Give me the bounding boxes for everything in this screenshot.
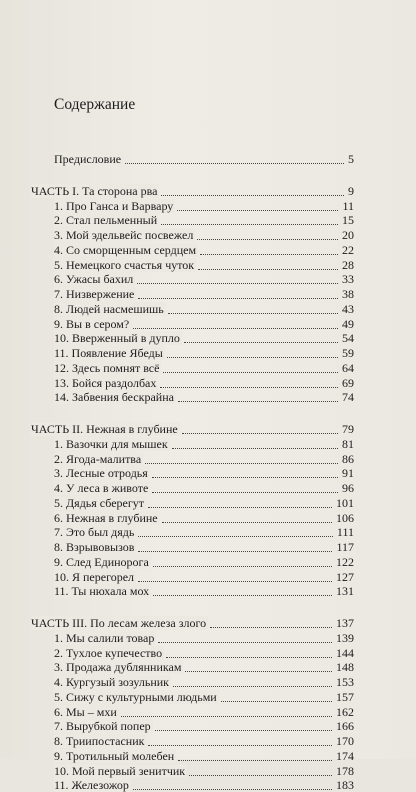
toc-leader-dots xyxy=(166,643,332,658)
toc-chapter-row xyxy=(0,152,416,166)
toc-leader-dots xyxy=(133,314,338,329)
toc-page-number: 15 xyxy=(342,213,354,228)
toc-page-number: 139 xyxy=(336,630,354,645)
toc-leader-dots xyxy=(133,775,332,790)
toc-leader-dots xyxy=(163,358,338,373)
toc-entry-label: 8. Триипостасник xyxy=(54,734,145,748)
toc-page-number: 137 xyxy=(336,616,354,630)
toc-entry-label: 6. Ужасы бахил xyxy=(54,272,134,287)
toc-entry-label: 3. Лесные отродья xyxy=(54,466,148,481)
toc-page-number: 144 xyxy=(336,645,354,660)
toc-chapter-row xyxy=(0,584,416,598)
toc-entry-label: 3. Мой эдельвейс посвежел xyxy=(54,228,194,242)
toc-entry-label: 9. След Единорога xyxy=(54,554,149,569)
toc-title: Содержание xyxy=(54,96,136,113)
toc-leader-dots xyxy=(161,181,344,196)
toc-entry-label: 4. Со сморщенным сердцем xyxy=(54,242,197,257)
toc-leader-dots xyxy=(145,449,338,464)
toc-leader-dots xyxy=(182,419,338,434)
toc-entry-label: 14. Забвения бескрайна xyxy=(54,390,174,405)
toc-entry-label: 13. Бойся раздолбах xyxy=(54,375,157,390)
toc-page-number: 117 xyxy=(336,540,354,554)
toc-leader-dots xyxy=(155,716,332,731)
toc-leader-dots xyxy=(148,493,332,508)
toc-leader-dots xyxy=(173,672,332,687)
toc-leader-dots xyxy=(152,478,338,493)
toc-entry-label: 7. Вырубкой попер xyxy=(54,719,151,734)
toc-entry-label: 7. Это был дядь xyxy=(54,525,135,540)
toc-leader-dots xyxy=(177,196,338,211)
toc-chapter-row xyxy=(0,675,416,689)
toc-entry-label: 7. Низвержение xyxy=(54,287,135,301)
toc-page-number: 111 xyxy=(336,525,354,540)
toc-page-number: 148 xyxy=(336,660,354,675)
toc-page-number: 122 xyxy=(336,554,354,569)
toc-entry-label: 4. Кургузый зозульник xyxy=(54,675,170,689)
toc-entry-label: 11. Ты нюхала мох xyxy=(54,584,150,599)
toc-page-number: 131 xyxy=(336,584,354,599)
toc-page-number: 157 xyxy=(336,689,354,704)
toc-leader-dots xyxy=(125,149,344,164)
toc-leader-dots xyxy=(200,240,338,255)
toc-entry-label: 5. Немецкого счастья чуток xyxy=(54,257,195,272)
toc-page-number: 183 xyxy=(336,778,354,792)
toc-page-number: 28 xyxy=(342,257,354,272)
toc-leader-dots xyxy=(138,522,333,537)
toc-entry-label: 2. Ягода-малитва xyxy=(54,451,142,466)
toc-leader-dots xyxy=(198,255,338,270)
toc-entry-label: Предисловие xyxy=(54,152,122,166)
toc-leader-dots xyxy=(153,552,332,567)
toc-page-number: 74 xyxy=(342,390,354,405)
toc-page-number: 166 xyxy=(336,719,354,734)
toc-page-number: 11 xyxy=(342,198,354,213)
toc-page-number: 178 xyxy=(336,763,354,778)
toc-entry-label: 8. Людей насмешишь xyxy=(54,301,164,316)
toc-leader-dots xyxy=(138,567,332,582)
toc-entry-label: ЧАСТЬ II. Нежная в глубине xyxy=(31,422,178,436)
toc-entry-label: 11. Появление Ябеды xyxy=(54,346,163,360)
toc-page-number: 79 xyxy=(342,422,354,436)
toc-leader-dots xyxy=(168,299,338,314)
toc-leader-dots xyxy=(138,284,338,299)
toc-leader-dots xyxy=(221,687,332,702)
toc-entry-label: 12. Здесь помнят всё xyxy=(54,360,160,375)
toc-leader-dots xyxy=(178,387,338,402)
toc-page-number: 86 xyxy=(342,451,354,466)
toc-entry-label: ЧАСТЬ I. Та сторона рва xyxy=(31,183,158,198)
toc-entry-label: 1. Про Ганса и Варвару xyxy=(54,198,174,213)
toc-page-number: 162 xyxy=(336,704,354,719)
toc-page-number: 127 xyxy=(336,569,354,584)
page-folio-bleed xyxy=(22,728,25,744)
toc-page-number: 81 xyxy=(342,436,354,451)
toc-entry-label: 1. Мы салили товар xyxy=(54,630,155,645)
toc-leader-dots xyxy=(197,225,338,240)
toc-page-number: 9 xyxy=(348,183,354,198)
toc-leader-dots xyxy=(162,508,332,523)
toc-page-number: 33 xyxy=(342,272,354,287)
toc-page-number: 106 xyxy=(336,510,354,525)
toc-page-number: 91 xyxy=(342,466,354,481)
toc-page-number: 20 xyxy=(342,228,354,242)
toc-leader-dots xyxy=(161,210,338,225)
toc-leader-dots xyxy=(148,731,332,746)
toc-entry-label: ЧАСТЬ III. По лесам железа злого xyxy=(31,616,207,630)
toc-page-number: 170 xyxy=(336,734,354,748)
toc-page-number: 43 xyxy=(342,301,354,316)
toc-entry-label: 2. Тухлое купечество xyxy=(54,645,163,660)
toc-entry-label: 6. Нежная в глубине xyxy=(54,510,158,525)
toc-entry-label: 1. Вазочки для мышек xyxy=(54,436,168,451)
toc-entry-label: 3. Продажа дублянникам xyxy=(54,660,182,675)
toc-leader-dots xyxy=(152,463,338,478)
toc-leader-dots xyxy=(160,373,338,388)
toc-entry-label: 10. Мой первый зенитчик xyxy=(54,763,186,778)
toc-entry-label: 5. Сижу с культурными людьми xyxy=(54,689,217,704)
toc-leader-dots xyxy=(138,537,332,552)
toc-entry-label: 9. Вы в сером? xyxy=(54,316,130,331)
toc-leader-dots xyxy=(121,702,332,717)
toc-entry-label: 2. Стал пельменный xyxy=(54,213,158,228)
toc-page-number: 54 xyxy=(342,331,354,346)
running-head-bleed xyxy=(0,60,416,71)
toc-page-number: 22 xyxy=(342,242,354,257)
toc-leader-dots xyxy=(137,269,338,284)
toc-page-number: 64 xyxy=(342,360,354,375)
toc-entry-label: 4. У леса в животе xyxy=(54,481,149,495)
toc-leader-dots xyxy=(189,761,332,776)
toc-leader-dots xyxy=(167,343,338,358)
toc-entry-label: 10. Вверженный в дупло xyxy=(54,331,180,346)
toc-chapter-row xyxy=(0,778,416,792)
toc-leader-dots xyxy=(185,657,332,672)
toc-entry-label: 5. Дядья сберегут xyxy=(54,495,145,510)
toc-leader-dots xyxy=(210,613,332,628)
toc-entry-label: 6. Мы – мхи xyxy=(54,704,117,719)
toc-page-number: 96 xyxy=(342,481,354,495)
toc-leader-dots xyxy=(158,628,332,643)
toc-page-number: 153 xyxy=(336,675,354,689)
toc-leader-dots xyxy=(172,434,338,449)
toc-entry-label: 8. Взрывовызов xyxy=(54,540,135,554)
toc-page-number: 69 xyxy=(342,375,354,390)
toc-page-number: 59 xyxy=(342,346,354,360)
toc-leader-dots xyxy=(153,581,332,596)
toc-page-number: 38 xyxy=(342,287,354,301)
toc-page-number: 101 xyxy=(336,495,354,510)
toc-entry-label: 10. Я перегорел xyxy=(54,569,135,584)
toc-page-number: 174 xyxy=(336,748,354,763)
toc-entry-label: 9. Тротильный молебен xyxy=(54,748,175,763)
toc-page-number: 49 xyxy=(342,316,354,331)
toc-chapter-row xyxy=(0,390,416,404)
toc-leader-dots xyxy=(184,328,338,343)
toc-page-number: 5 xyxy=(348,152,354,166)
toc-entry-label: 11. Железожор xyxy=(54,778,129,792)
